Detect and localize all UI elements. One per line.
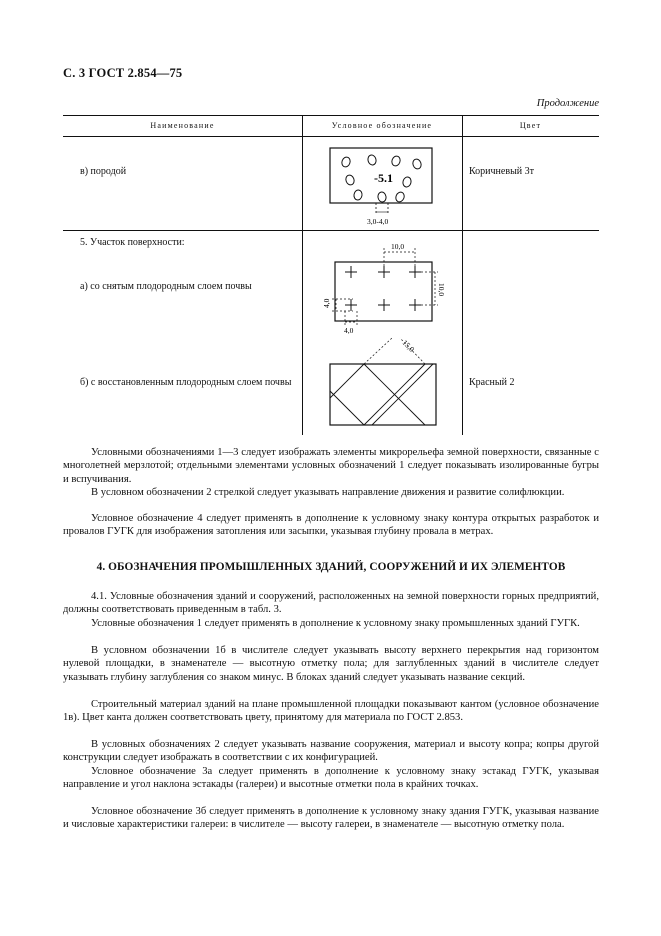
symbol-porodoy	[320, 140, 445, 230]
page-header: С. 3 ГОСТ 2.854—75	[63, 66, 183, 80]
paragraph-gallery: Условное обозначение 3б следует применять в дополнение к условному знаку здания ГУГК, указывая название и числовые характеристики галереи: в числителе — высоту галереи, в знаменателе — высотную отметку пола.	[63, 806, 599, 831]
paragraph-flooding: Условное обозначение 4 следует применять в дополнение к условному знаку контура открытых разработок и провалов ГУГК для изображения затопления или засыпки, указывая глубину провала в метрах.	[63, 513, 599, 538]
symbol-dimension: 3,0-4,0	[367, 217, 389, 226]
section-heading: 4. ОБОЗНАЧЕНИЯ ПРОМЫШЛЕННЫХ ЗДАНИЙ, СООРУЖЕНИЙ И ИХ ЭЛЕМЕНТОВ	[96, 561, 566, 573]
row-name-restored-soil: б) с восстановленным плодородным слоем почвы	[80, 377, 292, 388]
paragraph-trestles: Условное обозначение 3а следует применять в дополнение к условному знаку эстакад ГУГК, указывая направление и угол наклона эстакады (галереи) и высотные отметки пола в крайних точках.	[63, 766, 599, 791]
dim-left-label: 4,0	[322, 298, 331, 308]
diagonal-lattice	[330, 364, 433, 425]
dimension-lines	[332, 248, 438, 326]
dim-top-label: 10,0	[391, 242, 405, 251]
cross-marks	[345, 266, 421, 311]
continuation-label: Продолжение	[536, 98, 599, 109]
table-row-rule	[63, 230, 599, 231]
table-col-divider-2	[462, 115, 463, 435]
dim-right-label: 10,0	[437, 283, 446, 297]
paragraph-industrial-buildings: Условные обозначения 1 следует применять в дополнение к условному знаку промышленных зданий ГУГК.	[91, 618, 580, 629]
column-header-symbol: Условное обозначение	[331, 121, 433, 130]
row-name-removed-soil: а) со снятым плодородным слоем почвы	[80, 281, 252, 292]
paragraph-permafrost: Условными обозначениями 1—3 следует изображать элементы микрорельефа земной поверхности, связанные с многолетней мерзлотой; отдельными элементами условных обозначений 1 следует показывать изолированные бугры и вспучивания.	[63, 447, 599, 485]
paragraph-building-material: Строительный материал зданий на плане промышленной площадки показывают кантом (условное обозначение 1в). Цвет канта должен соответствовать цвету, принятому для материала по ГОСТ 2.853.	[63, 699, 599, 724]
dim-diagonal-label: 15,0	[400, 338, 417, 354]
table-header-rule	[63, 136, 599, 137]
paragraph-4-1: 4.1. Условные обозначения зданий и сооружений, расположенных на земной поверхности горных предприятий, должны соответствовать приведенным в табл. 3.	[63, 591, 599, 616]
diagonal-dim	[364, 338, 425, 364]
row-color-restored-soil: Красный 2	[469, 377, 515, 388]
table-top-rule	[63, 115, 599, 116]
symbol-frame	[330, 364, 436, 425]
row-name-porodoy: в) породой	[80, 166, 127, 177]
paragraph-structures: В условных обозначениях 2 следует указывать название сооружения, материал и высоту копра; копры другой конструкции следует изображать в соответствии с их конфигурацией.	[63, 739, 599, 764]
dim-bottom-label: 4,0	[344, 326, 354, 335]
symbol-restored-soil	[318, 335, 448, 433]
symbol-removed-soil	[318, 238, 448, 336]
paragraph-1b: В условном обозначении 1б в числителе следует указывать высоту верхнего перекрытия над горизонтом нулевой площадки, в знаменателе — высотную отметку пола; для заглубленных зданий в числителе следует указывать глубину заглубления со знаком минус. В блоках зданий следует указывать название секций.	[63, 645, 599, 683]
symbol-center-mark: -5.1	[374, 171, 393, 185]
paragraph-solifluction: В условном обозначении 2 стрелкой следует указывать направление движения и развитие солифлюкции.	[91, 487, 565, 498]
column-header-name: Наименование	[150, 121, 215, 130]
item5-title: 5. Участок поверхности:	[80, 237, 185, 248]
column-header-color: Цвет	[519, 121, 542, 130]
row-color-porodoy: Коричневый 3т	[469, 166, 535, 177]
table-col-divider-1	[302, 115, 303, 435]
